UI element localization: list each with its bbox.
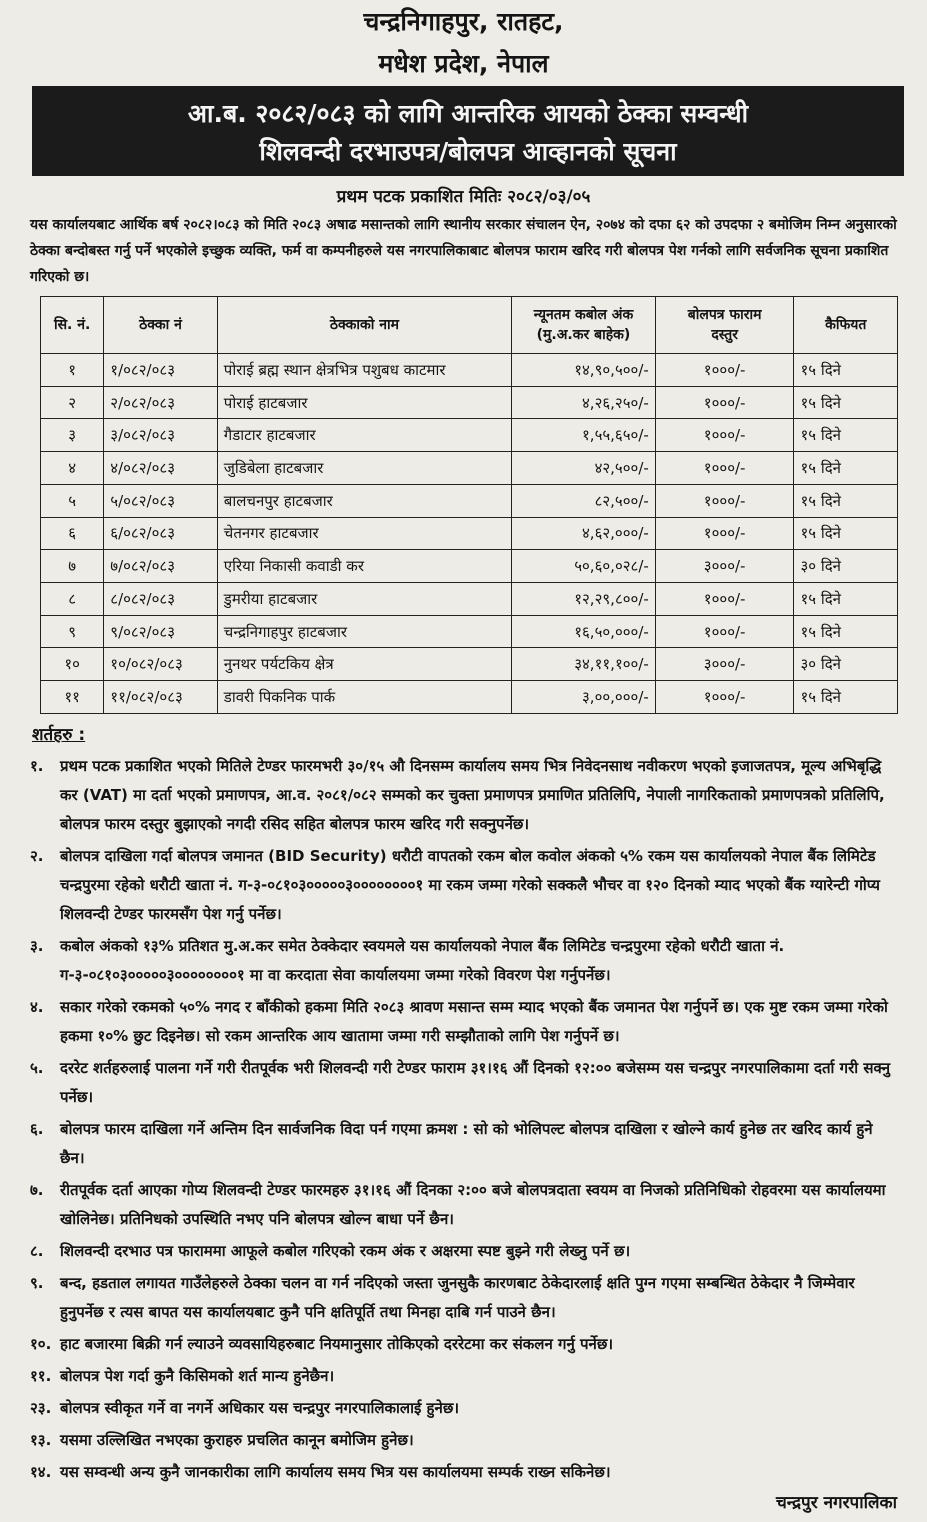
term-text: बन्द, हडताल लगायत गाउँलेहरुले ठेक्का चलन वा गर्न नदिएको जस्ता जुनसुकै कारणबाट ठेकेदारलाई क्षति पुग्न गएमा सम्बन्धित ठेकेदार नै जिम्मेवार हुनुपर्नेछ र त्यस बापत यस कार्यालयबाट कुनै पनि क्षतिपूर्ति तथा मिनहा दाबि गर्न पाउने छैन।: [60, 1274, 855, 1321]
term-number: ७.: [30, 1181, 44, 1199]
header-form-fee: [655, 297, 794, 354]
term-item: [30, 752, 900, 839]
cell-min-bid: ४२,५००/-: [512, 452, 656, 485]
cell-remarks: ३० दिने: [794, 648, 898, 681]
table-row: [41, 452, 898, 485]
cell-contract-name: जुडिबेला हाटबजार: [217, 452, 511, 485]
table-header-row: [41, 297, 898, 354]
term-text: प्रथम पटक प्रकाशित भएको मितिले टेण्डर फारमभरी ३०/१५ औ दिनसम्म कार्यालय समय भित्र निवेदनसाथ नवीकरण भएको इजाजतपत्र, मूल्य अभिबृद्धि कर (VAT) मा दर्ता भएको प्रमाणपत्र, आ.व. २०८१/०८२ सम्मको कर चुक्ता प्रमाणपत्र प्रमाणित प्रतिलिपि, नेपाली नागरिकताको प्रमाणपत्रको प्रतिलिपि, बोलपत्र फारम दस्तुर बुझाएको नगदी रसिद सहित बोलपत्र फारम खरिद गरी सक्नुपर्नेछ।: [60, 757, 885, 833]
cell-sn: २: [41, 386, 104, 419]
term-number: ११.: [30, 1367, 52, 1385]
terms-heading: शर्तहरु :: [32, 725, 86, 745]
table-row: [41, 484, 898, 517]
term-text: बोलपत्र स्वीकृत गर्ने वा नगर्ने अधिकार यस चन्द्रपुर नगरपालिकालाई हुनेछ।: [60, 1399, 460, 1417]
cell-min-bid: १६,५०,०००/-: [512, 615, 656, 648]
term-item: [30, 842, 900, 929]
term-number: २.: [30, 847, 44, 865]
cell-contract-name: चेतनगर हाटबजार: [217, 517, 511, 550]
cell-contract-no: ४/०८२/०८३: [104, 452, 218, 485]
header-sn: सि. नं.: [41, 297, 104, 354]
cell-contract-no: १/०८२/०८३: [104, 354, 218, 387]
term-item: [30, 1269, 900, 1327]
cell-sn: ६: [41, 517, 104, 550]
term-number: २३.: [30, 1399, 52, 1417]
term-text: यसमा उल्लिखित नभएका कुराहरु प्रचलित कानून बमोजिम हुनेछ।: [60, 1431, 414, 1449]
cell-contract-no: ७/०८२/०८३: [104, 550, 218, 583]
cell-remarks: १५ दिने: [794, 583, 898, 616]
cell-contract-no: ३/०८२/०८३: [104, 419, 218, 452]
term-text: सकार गरेको रकमको ५०% नगद र बाँकीको हकमा मिति २०८३ श्रावण मसान्त सम्म म्याद भएको बैंक जमानत पेश गर्नुपर्ने छ। एक मुष्ट रकम जम्मा गरेको हकमा १०% छुट दिइनेछ। सो रकम आन्तरिक आय खातामा जम्मा गरी सम्झौताको लागि पेश गर्नुपर्ने छ।: [60, 998, 888, 1045]
term-number: ४.: [30, 998, 44, 1016]
cell-remarks: १५ दिने: [794, 615, 898, 648]
office-address-line1: चन्द्रनिगाहपुर, रातहट,: [363, 7, 564, 36]
notice-title-banner: [32, 86, 904, 176]
cell-remarks: १५ दिने: [794, 681, 898, 714]
term-item: [30, 1330, 900, 1359]
intro-paragraph: यस कार्यालयबाट आर्थिक बर्ष २०८२।०८३ को मिति २०८३ अषाढ मसान्तको लागि स्थानीय सरकार संचालन ऐन, २०७४ को दफा ६२ को उपदफा २ बमोजिम निम्न अनुसारको ठेक्का बन्दोबस्त गर्नु पर्ने भएकोले इच्छुक व्यक्ति, फर्म वा कम्पनीहरुले यस नगरपालिकाबाट बोलपत्र फाराम खरिद गरी बोलपत्र पेश गर्नको लागि सर्वजनिक सूचना प्रकाशित गरिएको छ।: [30, 217, 897, 285]
cell-contract-no: ५/०८२/०८३: [104, 484, 218, 517]
cell-remarks: ३० दिने: [794, 550, 898, 583]
term-number: ९.: [30, 1274, 44, 1292]
cell-remarks: १५ दिने: [794, 386, 898, 419]
term-number: ६.: [30, 1120, 44, 1138]
cell-min-bid: ३४,११,१००/-: [512, 648, 656, 681]
cell-sn: ४: [41, 452, 104, 485]
cell-form-fee: १०००/-: [655, 615, 794, 648]
cell-contract-name: गैडाटार हाटबजार: [217, 419, 511, 452]
table-row: [41, 550, 898, 583]
terms-list: [30, 752, 900, 1490]
table-row: [41, 583, 898, 616]
header-remarks: कैफियत: [794, 297, 898, 354]
term-item: [30, 993, 900, 1051]
term-number: ३.: [30, 937, 44, 955]
cell-contract-name: डुमरीया हाटबजार: [217, 583, 511, 616]
first-published-date: प्रथम पटक प्रकाशित मितिः २०८२/०३/०५: [336, 187, 591, 207]
cell-min-bid: ४,२६,२५०/-: [512, 386, 656, 419]
term-number: ८.: [30, 1242, 44, 1260]
table-row: [41, 615, 898, 648]
office-address-line2: मधेश प्रदेश, नेपाल: [378, 49, 549, 78]
cell-remarks: १५ दिने: [794, 452, 898, 485]
term-text: हाट बजारमा बिक्री गर्न ल्याउने व्यवसायिहरुबाट नियमानुसार तोकिएको दररेटमा कर संकलन गर्नु पर्नेछ।: [60, 1335, 614, 1353]
table-row: [41, 419, 898, 452]
cell-remarks: १५ दिने: [794, 484, 898, 517]
cell-contract-name: नुनथर पर्यटकिय क्षेत्र: [217, 648, 511, 681]
cell-form-fee: १०००/-: [655, 681, 794, 714]
header-min-bid-line1: न्यूनतम कबोल अंक: [533, 307, 634, 323]
cell-sn: १०: [41, 648, 104, 681]
term-number: १३.: [30, 1431, 52, 1449]
cell-form-fee: १०००/-: [655, 484, 794, 517]
term-text: बोलपत्र फारम दाखिला गर्ने अन्तिम दिन सार्वजनिक विदा पर्न गएमा क्रमश : सो को भोलिपल्ट बोलपत्र दाखिला र खोल्ने कार्य हुनेछ तर खरिद कार्य हुने छैन।: [60, 1120, 873, 1167]
cell-contract-name: डावरी पिकनिक पार्क: [217, 681, 511, 714]
table-row: [41, 386, 898, 419]
cell-min-bid: १२,२९,८००/-: [512, 583, 656, 616]
cell-contract-no: ६/०८२/०८३: [104, 517, 218, 550]
header-contract-no: ठेक्का नं: [104, 297, 218, 354]
cell-contract-no: २/०८२/०८३: [104, 386, 218, 419]
cell-min-bid: ४,६२,०००/-: [512, 517, 656, 550]
cell-contract-name: बालचनपुर हाटबजार: [217, 484, 511, 517]
cell-min-bid: १,५५,६५०/-: [512, 419, 656, 452]
cell-contract-no: १०/०८२/०८३: [104, 648, 218, 681]
cell-remarks: १५ दिने: [794, 419, 898, 452]
term-item: [30, 932, 900, 990]
header-min-bid-line2: (मु.अ.कर बाहेक): [536, 327, 631, 343]
issuer-signature: चन्द्रपुर नगरपालिका: [775, 1493, 897, 1513]
header-form-fee-line1: बोलपत्र फाराम: [687, 307, 762, 323]
term-text: यस सम्वन्धी अन्य कुनै जानकारीका लागि कार्यालय समय भित्र यस कार्यालयमा सम्पर्क राख्न सकिनेछ।: [60, 1463, 611, 1481]
term-item: [30, 1458, 900, 1487]
term-text: शिलवन्दी दरभाउ पत्र फाराममा आफूले कबोल गरिएको रकम अंक र अक्षरमा स्पष्ट बुझ्ने गरी लेख्नु पर्ने छ।: [60, 1242, 631, 1260]
cell-contract-no: ११/०८२/०८३: [104, 681, 218, 714]
cell-sn: ५: [41, 484, 104, 517]
cell-contract-no: ८/०८२/०८३: [104, 583, 218, 616]
term-text: बोलपत्र दाखिला गर्दा बोलपत्र जमानत (BID Security) धरौटी वापतको रकम बोल कवोल अंकको ५% रकम यस कार्यालयको नेपाल बैंक लिमिटेड चन्द्रपुरमा रहेको धरौटी खाता नं. ग-३-०८१०३०००००३००००००००१ मा रकम जम्मा गरेको सक्कलै भौचर वा १२० दिनको म्याद भएको बैंक ग्यारेन्टी गोप्य शिलवन्दी टेण्डर फारमसँग पेश गर्नु पर्नेछ।: [60, 847, 880, 923]
table-row: [41, 648, 898, 681]
header-contract-name: ठेक्काको नाम: [217, 297, 511, 354]
term-item: [30, 1394, 900, 1423]
term-item: [30, 1426, 900, 1455]
cell-form-fee: १०००/-: [655, 354, 794, 387]
term-item: [30, 1362, 900, 1391]
cell-remarks: १५ दिने: [794, 354, 898, 387]
cell-contract-no: ९/०८२/०८३: [104, 615, 218, 648]
cell-sn: ८: [41, 583, 104, 616]
table-body: [41, 354, 898, 714]
cell-remarks: १५ दिने: [794, 517, 898, 550]
cell-contract-name: पोराई हाटबजार: [217, 386, 511, 419]
cell-contract-name: एरिया निकासी कवाडी कर: [217, 550, 511, 583]
cell-form-fee: १०००/-: [655, 517, 794, 550]
cell-min-bid: ३,००,०००/-: [512, 681, 656, 714]
term-item: [30, 1054, 900, 1112]
term-item: [30, 1176, 900, 1234]
cell-form-fee: १०००/-: [655, 419, 794, 452]
table-row: [41, 354, 898, 387]
cell-form-fee: १०००/-: [655, 386, 794, 419]
cell-form-fee: १०००/-: [655, 452, 794, 485]
table-row: [41, 681, 898, 714]
term-number: १४.: [30, 1463, 52, 1481]
notice-title-line2: शिलवन्दी दरभाउपत्र/बोलपत्र आव्हानको सूचना: [259, 137, 677, 166]
term-item: [30, 1237, 900, 1266]
notice-title-line1: आ.ब. २०८२/०८३ को लागि आन्तरिक आयको ठेक्का सम्वन्धी: [187, 99, 749, 128]
term-number: ५.: [30, 1059, 44, 1077]
term-text: दररेट शर्तहरुलाई पालना गर्ने गरी रीतपूर्वक भरी शिलवन्दी गरी टेण्डर फाराम ३१।१६ औं दिनको १२:०० बजेसम्म यस चन्द्रपुर नगरपालिकामा दर्ता गरी सक्नु पर्नेछ।: [60, 1059, 891, 1106]
header-form-fee-line2: दस्तुर: [711, 327, 738, 343]
term-text: रीतपूर्वक दर्ता आएका गोप्य शिलवन्दी टेण्डर फारमहरु ३१।१६ औं दिनका २:०० बजे बोलपत्रदाता स्वयम वा निजको प्रतिनिधिको रोहवरमा यस कार्यालयमा खोलिनेछ। प्रतिनिधको उपस्थिति नभए पनि बोलपत्र खोल्न बाधा पर्ने छैन।: [60, 1181, 886, 1228]
cell-form-fee: १०००/-: [655, 583, 794, 616]
term-text: बोलपत्र पेश गर्दा कुनै किसिमको शर्त मान्य हुनेछैन।: [60, 1367, 335, 1385]
term-number: १०.: [30, 1335, 52, 1353]
cell-contract-name: चन्द्रनिगाहपुर हाटबजार: [217, 615, 511, 648]
term-text: कबोल अंकको १३% प्रतिशत मु.अ.कर समेत ठेक्केदार स्वयमले यस कार्यालयको नेपाल बैंक लिमिटेड चन्द्रपुरमा रहेको धरौटी खाता नं. ग-३-०८१०३०००००३००००००००१ मा वा करदाता सेवा कार्यालयमा जम्मा गरेको विवरण पेश गर्नुपर्नेछ।: [60, 937, 785, 984]
cell-min-bid: १४,९०,५००/-: [512, 354, 656, 387]
cell-sn: ७: [41, 550, 104, 583]
header-min-bid: [512, 297, 656, 354]
tender-table: [40, 296, 898, 714]
cell-sn: ९: [41, 615, 104, 648]
cell-sn: ११: [41, 681, 104, 714]
cell-contract-name: पोराई ब्रह्म स्थान क्षेत्रभित्र पशुबध काटमार: [217, 354, 511, 387]
cell-form-fee: ३०००/-: [655, 648, 794, 681]
cell-sn: १: [41, 354, 104, 387]
cell-form-fee: ३०००/-: [655, 550, 794, 583]
term-number: १.: [30, 757, 44, 775]
table-row: [41, 517, 898, 550]
term-item: [30, 1115, 900, 1173]
cell-min-bid: ५०,६०,०२८/-: [512, 550, 656, 583]
cell-sn: ३: [41, 419, 104, 452]
cell-min-bid: ८२,५००/-: [512, 484, 656, 517]
